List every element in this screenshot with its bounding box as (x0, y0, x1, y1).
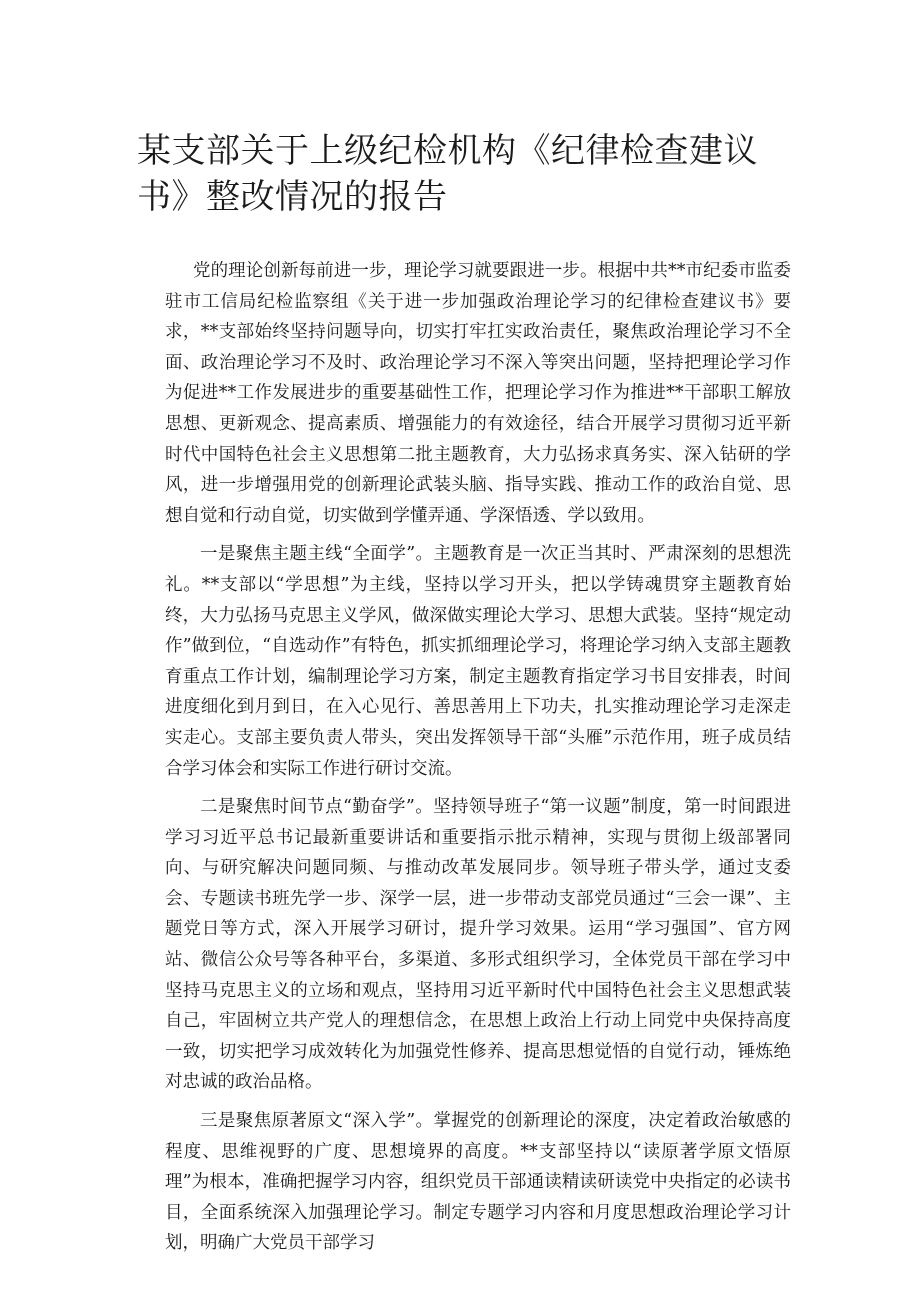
paragraph-point-one: 一是聚焦主题主线“全面学”。主题教育是一次正当其时、严肃深刻的思想洗礼。**支部以“学思想”为主线，坚持以学习开头，把以学铸魂贯穿主题教育始终，大力弘扬马克思主义学风，做深做实理论大学习、思想大武装。坚持“规定动作”做到位，“自选动作”有特色，抓实抓细理论学习，将理论学习纳入支部主题教育重点工作计划，编制理论学习方案，制定主题教育指定学习书目安排表，时间进度细化到月到日，在入心见行、善思善用上下功夫，扎实推动理论学习走深走实走心。支部主要负责人带头，突出发挥领导干部“头雁”示范作用，班子成员结合学习体会和实际工作进行研讨交流。 (165, 544, 791, 779)
paragraph-point-two: 二是聚焦时间节点“勤奋学”。坚持领导班子“第一议题”制度，第一时间跟进学习习近平总书记最新重要讲话和重要指示批示精神，实现与贯彻上级部署同向、与研究解决问题同频、与推动改革发展同步。领导班子带头学，通过支委会、专题读书班先学一步、深学一层，进一步带动支部党员通过“三会一课”、主题党日等方式，深入开展学习研讨，提升学习效果。运用“学习强国”、官方网站、微信公众号等各种平台，多渠道、多形式组织学习，全体党员干部在学习中坚持马克思主义的立场和观点，坚持用习近平新时代中国特色社会主义思想武装自己，牢固树立共产党人的理想信念，在思想上政治上行动上同党中央保持高度一致，切实把学习成效转化为加强党性修养、提高思想觉悟的自觉行动，锤炼绝对忠诚的政治品格。 (165, 797, 791, 1093)
paragraph-point-three: 三是聚焦原著原文“深入学”。掌握党的创新理论的深度，决定着政治敏感的程度、思维视野的广度、思想境界的高度。**支部坚持以“读原著学原文悟原理”为根本，准确把握学习内容，组织党员干部通读精读研读党中央指定的必读书目，全面系统深入加强理论学习。制定专题学习内容和月度思想政治理论学习计划，明确广大党员干部学习 (165, 1111, 791, 1254)
document-body (165, 256, 791, 1267)
paragraph-intro: 党的理论创新每前进一步，理论学习就要跟进一步。根据中共**市纪委市监委驻市工信局纪检监察组《关于进一步加强政治理论学习的纪律检查建议书》要求，**支部始终坚持问题导向，切实打牢扛实政治责任，聚焦政治理论学习不全面、政治理论学习不及时、政治理论学习不深入等突出问题，坚持把理论学习作为促进**工作发展进步的重要基础性工作，把理论学习作为推进**干部职工解放思想、更新观念、提高素质、增强能力的有效途径，结合开展学习贯彻习近平新时代中国特色社会主义思想第二批主题教育，大力弘扬求真务实、深入钻研的学风，进一步增强用党的创新理论武装头脑、指导实践、推动工作的政治自觉、思想自觉和行动自觉，切实做到学懂弄通、学深悟透、学以致用。 (165, 261, 791, 526)
document-title: 某支部关于上级纪检机构《纪律检查建议书》整改情况的报告 (137, 131, 758, 217)
